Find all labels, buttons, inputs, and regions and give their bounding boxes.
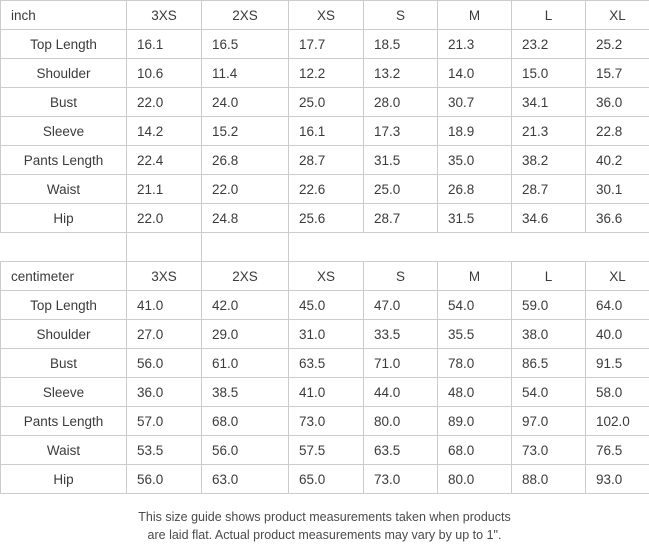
cell-inch-sleeve-xl: 22.8 (586, 117, 649, 146)
cell-inch-sleeve-3xs: 14.2 (127, 117, 202, 146)
cell-inch-sleeve-l: 21.3 (512, 117, 586, 146)
cell-cm-top-length-xs: 45.0 (289, 291, 364, 320)
row-label-cm-sleeve: Sleeve (1, 378, 127, 407)
cell-cm-sleeve-l: 54.0 (512, 378, 586, 407)
row-label-pants-length: Pants Length (1, 146, 127, 175)
cell-cm-top-length-xl: 64.0 (586, 291, 649, 320)
table-row (1, 378, 649, 407)
cell-cm-top-length-s: 47.0 (364, 291, 438, 320)
spacer-cell-5 (438, 233, 512, 262)
cell-cm-top-length-2xs: 42.0 (202, 291, 289, 320)
cell-inch-shoulder-l: 15.0 (512, 59, 586, 88)
cell-cm-top-length-m: 54.0 (438, 291, 512, 320)
cell-cm-sleeve-s: 44.0 (364, 378, 438, 407)
size-header-xl: XL (586, 1, 649, 30)
cell-inch-pants-length-2xs: 26.8 (202, 146, 289, 175)
cell-cm-pants-length-s: 80.0 (364, 407, 438, 436)
cell-cm-pants-length-xs: 73.0 (289, 407, 364, 436)
cell-inch-bust-xl: 36.0 (586, 88, 649, 117)
cell-cm-shoulder-s: 33.5 (364, 320, 438, 349)
row-label-sleeve: Sleeve (1, 117, 127, 146)
cell-cm-hip-xs: 65.0 (289, 465, 364, 494)
cell-inch-waist-xl: 30.1 (586, 175, 649, 204)
spacer-cell-4 (364, 233, 438, 262)
table-row (1, 117, 649, 146)
table-row (1, 204, 649, 233)
row-label-cm-shoulder: Shoulder (1, 320, 127, 349)
cell-cm-top-length-l: 59.0 (512, 291, 586, 320)
size-header-cm-3xs: 3XS (127, 262, 202, 291)
table-header-row (1, 1, 649, 30)
cell-inch-shoulder-3xs: 10.6 (127, 59, 202, 88)
row-label-top-length: Top Length (1, 30, 127, 59)
size-header-m: M (438, 1, 512, 30)
cell-cm-bust-l: 86.5 (512, 349, 586, 378)
size-guide-note-line-1: This size guide shows product measurements taken when products (138, 510, 511, 524)
cell-cm-top-length-3xs: 41.0 (127, 291, 202, 320)
cell-cm-waist-2xs: 56.0 (202, 436, 289, 465)
size-guide-note-line-2: are laid flat. Actual product measurements may vary by up to 1". (147, 528, 502, 542)
cell-inch-bust-s: 28.0 (364, 88, 438, 117)
size-header-cm-xs: XS (289, 262, 364, 291)
cell-inch-shoulder-m: 14.0 (438, 59, 512, 88)
cell-inch-top-length-3xs: 16.1 (127, 30, 202, 59)
table-row (1, 320, 649, 349)
cell-cm-hip-l: 88.0 (512, 465, 586, 494)
cell-cm-shoulder-xs: 31.0 (289, 320, 364, 349)
cell-cm-waist-m: 68.0 (438, 436, 512, 465)
cell-cm-pants-length-xl: 102.0 (586, 407, 649, 436)
row-label-cm-hip: Hip (1, 465, 127, 494)
cell-cm-shoulder-3xs: 27.0 (127, 320, 202, 349)
cell-cm-pants-length-2xs: 68.0 (202, 407, 289, 436)
cell-cm-waist-xl: 76.5 (586, 436, 649, 465)
row-label-hip: Hip (1, 204, 127, 233)
cell-inch-shoulder-2xs: 11.4 (202, 59, 289, 88)
cell-cm-hip-xl: 93.0 (586, 465, 649, 494)
cell-cm-hip-3xs: 56.0 (127, 465, 202, 494)
cell-inch-shoulder-xs: 12.2 (289, 59, 364, 88)
spacer-cell-1 (127, 233, 202, 262)
cell-cm-sleeve-m: 48.0 (438, 378, 512, 407)
table-row (1, 88, 649, 117)
size-header-l: L (512, 1, 586, 30)
size-header-cm-xl: XL (586, 262, 649, 291)
row-label-cm-waist: Waist (1, 436, 127, 465)
spacer-cell-2 (202, 233, 289, 262)
cell-inch-waist-m: 26.8 (438, 175, 512, 204)
spacer-cell-3 (289, 233, 364, 262)
row-label-shoulder: Shoulder (1, 59, 127, 88)
cell-cm-sleeve-2xs: 38.5 (202, 378, 289, 407)
row-label-cm-bust: Bust (1, 349, 127, 378)
cell-inch-pants-length-l: 38.2 (512, 146, 586, 175)
cell-inch-top-length-2xs: 16.5 (202, 30, 289, 59)
cell-cm-shoulder-l: 38.0 (512, 320, 586, 349)
row-label-bust: Bust (1, 88, 127, 117)
cell-cm-shoulder-xl: 40.0 (586, 320, 649, 349)
table-spacer-row (1, 233, 649, 262)
cell-inch-sleeve-m: 18.9 (438, 117, 512, 146)
cell-cm-waist-s: 63.5 (364, 436, 438, 465)
cell-inch-hip-xl: 36.6 (586, 204, 649, 233)
cell-inch-waist-3xs: 21.1 (127, 175, 202, 204)
cell-cm-sleeve-3xs: 36.0 (127, 378, 202, 407)
size-header-cm-m: M (438, 262, 512, 291)
cell-inch-bust-xs: 25.0 (289, 88, 364, 117)
cell-cm-waist-3xs: 53.5 (127, 436, 202, 465)
table-row (1, 349, 649, 378)
cell-inch-sleeve-xs: 16.1 (289, 117, 364, 146)
cell-inch-hip-xs: 25.6 (289, 204, 364, 233)
cell-cm-bust-m: 78.0 (438, 349, 512, 378)
cell-inch-waist-l: 28.7 (512, 175, 586, 204)
cell-cm-shoulder-2xs: 29.0 (202, 320, 289, 349)
cell-inch-hip-3xs: 22.0 (127, 204, 202, 233)
cell-inch-shoulder-xl: 15.7 (586, 59, 649, 88)
size-header-cm-l: L (512, 262, 586, 291)
cell-cm-bust-s: 71.0 (364, 349, 438, 378)
cell-cm-bust-2xs: 61.0 (202, 349, 289, 378)
size-guide-note (0, 494, 649, 544)
cell-cm-hip-m: 80.0 (438, 465, 512, 494)
cell-inch-bust-2xs: 24.0 (202, 88, 289, 117)
cell-inch-pants-length-m: 35.0 (438, 146, 512, 175)
cell-inch-hip-s: 28.7 (364, 204, 438, 233)
cell-inch-waist-s: 25.0 (364, 175, 438, 204)
size-header-3xs: 3XS (127, 1, 202, 30)
cell-inch-top-length-m: 21.3 (438, 30, 512, 59)
cell-cm-bust-3xs: 56.0 (127, 349, 202, 378)
cell-inch-bust-3xs: 22.0 (127, 88, 202, 117)
cell-cm-hip-2xs: 63.0 (202, 465, 289, 494)
cell-inch-bust-l: 34.1 (512, 88, 586, 117)
cell-inch-waist-xs: 22.6 (289, 175, 364, 204)
spacer-cell-label (1, 233, 127, 262)
spacer-cell-7 (586, 233, 649, 262)
table-row (1, 436, 649, 465)
row-label-cm-pants-length: Pants Length (1, 407, 127, 436)
spacer-cell-6 (512, 233, 586, 262)
cell-inch-hip-2xs: 24.8 (202, 204, 289, 233)
cell-inch-hip-m: 31.5 (438, 204, 512, 233)
cell-cm-pants-length-m: 89.0 (438, 407, 512, 436)
cell-cm-shoulder-m: 35.5 (438, 320, 512, 349)
table-row (1, 291, 649, 320)
cell-cm-hip-s: 73.0 (364, 465, 438, 494)
table-row (1, 465, 649, 494)
table-row (1, 175, 649, 204)
cell-inch-hip-l: 34.6 (512, 204, 586, 233)
cell-inch-top-length-l: 23.2 (512, 30, 586, 59)
cell-inch-top-length-xs: 17.7 (289, 30, 364, 59)
table-row (1, 146, 649, 175)
cell-cm-waist-xs: 57.5 (289, 436, 364, 465)
table-row (1, 407, 649, 436)
cell-cm-bust-xl: 91.5 (586, 349, 649, 378)
unit-header-inch: inch (1, 1, 127, 30)
table-row (1, 30, 649, 59)
cell-inch-pants-length-xs: 28.7 (289, 146, 364, 175)
cell-inch-top-length-xl: 25.2 (586, 30, 649, 59)
cell-cm-pants-length-l: 97.0 (512, 407, 586, 436)
cell-cm-sleeve-xl: 58.0 (586, 378, 649, 407)
cell-inch-sleeve-2xs: 15.2 (202, 117, 289, 146)
size-header-s: S (364, 1, 438, 30)
size-header-2xs: 2XS (202, 1, 289, 30)
cell-cm-bust-xs: 63.5 (289, 349, 364, 378)
cell-inch-pants-length-xl: 40.2 (586, 146, 649, 175)
row-label-waist: Waist (1, 175, 127, 204)
cell-inch-pants-length-3xs: 22.4 (127, 146, 202, 175)
size-header-xs: XS (289, 1, 364, 30)
cell-cm-waist-l: 73.0 (512, 436, 586, 465)
cell-inch-top-length-s: 18.5 (364, 30, 438, 59)
cell-cm-sleeve-xs: 41.0 (289, 378, 364, 407)
cell-inch-sleeve-s: 17.3 (364, 117, 438, 146)
size-header-cm-s: S (364, 262, 438, 291)
size-header-cm-2xs: 2XS (202, 262, 289, 291)
table-header-row (1, 262, 649, 291)
cell-inch-pants-length-s: 31.5 (364, 146, 438, 175)
cell-inch-bust-m: 30.7 (438, 88, 512, 117)
unit-header-centimeter: centimeter (1, 262, 127, 291)
table-row (1, 59, 649, 88)
cell-inch-shoulder-s: 13.2 (364, 59, 438, 88)
cell-inch-waist-2xs: 22.0 (202, 175, 289, 204)
cell-cm-pants-length-3xs: 57.0 (127, 407, 202, 436)
row-label-cm-top-length: Top Length (1, 291, 127, 320)
